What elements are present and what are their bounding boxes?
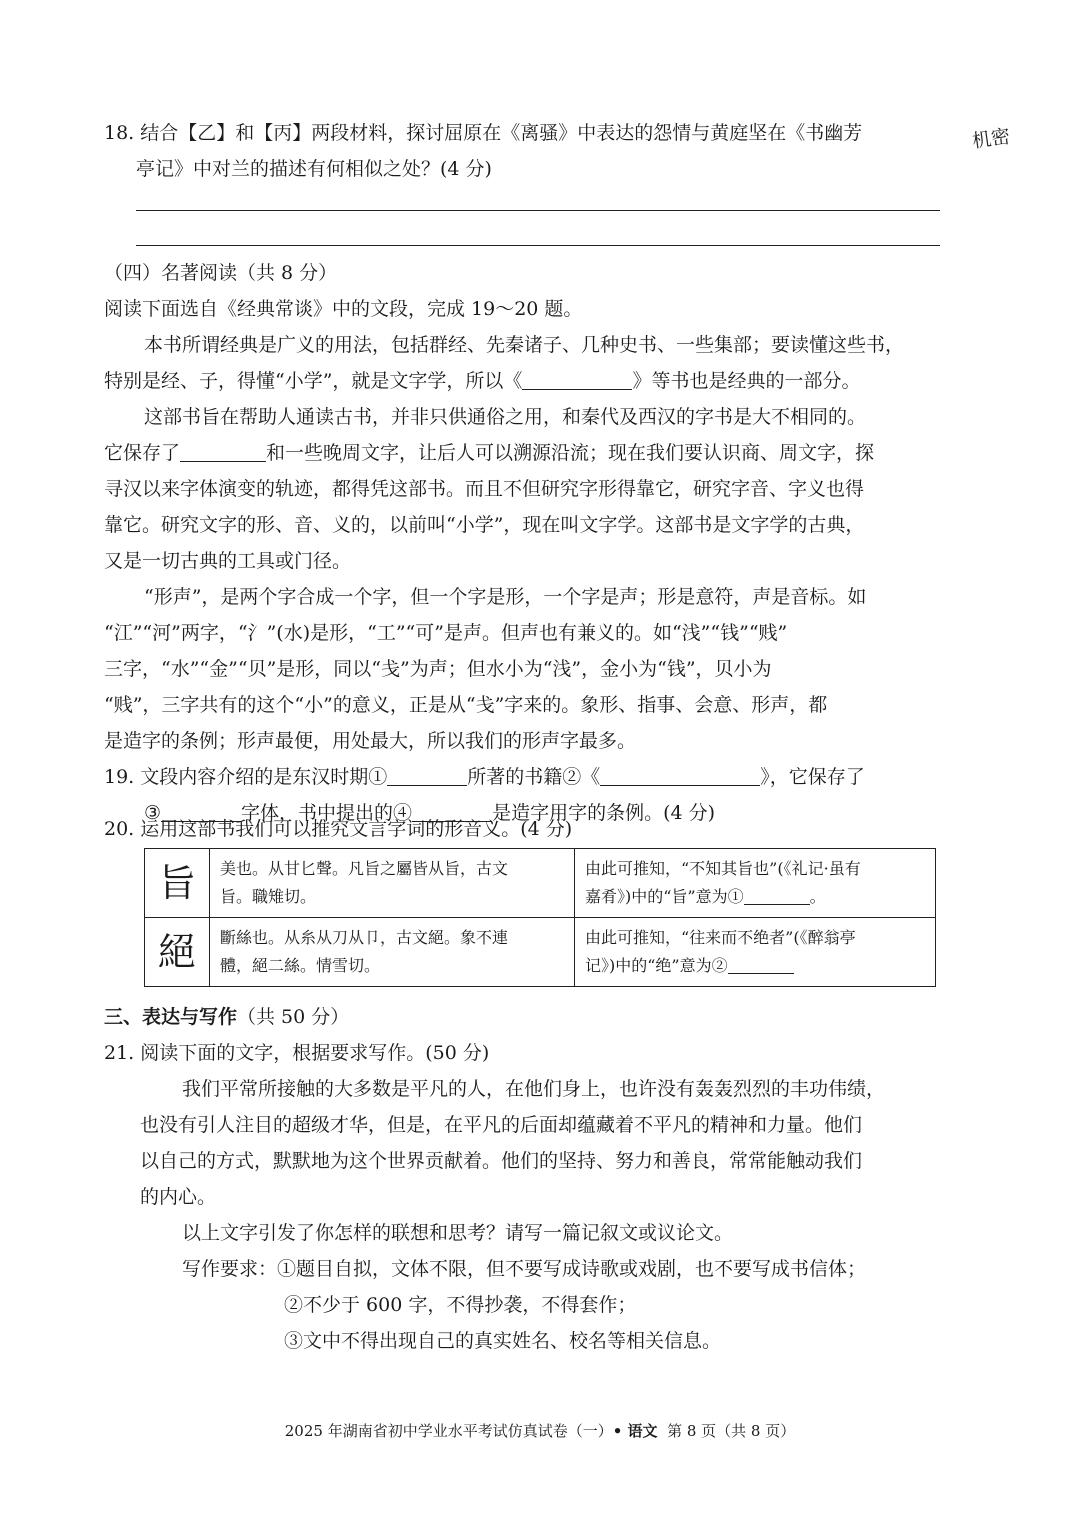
passage-p2-line4: 靠它。研究文字的形、音、义的，以前叫“小学”，现在叫文字学。这部书是文字学的古典， bbox=[104, 514, 865, 536]
inference-cell: 由此可推知，“不知其旨也”(《礼记·虽有 嘉肴》)中的“旨”意为① 。 bbox=[575, 849, 936, 918]
q21-prompt: 以上文字引发了你怎样的联想和思考？请写一篇记叙文或议论文。 bbox=[182, 1222, 734, 1244]
side-mark: 机密 bbox=[970, 125, 1012, 153]
q20-title: 20. 运用这部书我们可以推究文言字词的形音义。(4 分) bbox=[104, 818, 573, 840]
q19-blank-2[interactable] bbox=[600, 765, 760, 786]
passage-p3-line1: “形声”，是两个字合成一个字，但一个字是形，一个字是声；形是意符，声是音标。如 bbox=[144, 586, 867, 608]
definition-cell: 斷絲也。从糸从刀从卩，古文絕。象不連 體，絕二絲。情雪切。 bbox=[210, 918, 575, 987]
q21-requirement-3: ③文中不得出现自己的真实姓名、校名等相关信息。 bbox=[284, 1330, 722, 1352]
passage-p3-line2: “江”“河”两字，“氵”(水)是形，“工”“可”是声。但声也有兼义的。如“浅”“钱”“贱” bbox=[104, 622, 788, 644]
section4-intro: 阅读下面选自《经典常谈》中的文段，完成 19～20 题。 bbox=[104, 298, 583, 320]
page-footer: 2025 年湖南省初中学业水平考试仿真试卷（一）• 语文 第 8 页（共 8 页） bbox=[284, 1422, 796, 1440]
q20-blank-2[interactable] bbox=[728, 955, 794, 974]
q21-material-line4: 的内心。 bbox=[140, 1186, 217, 1208]
q20-table bbox=[144, 848, 936, 987]
q19-blank-1[interactable] bbox=[387, 765, 467, 786]
passage-blank-script[interactable] bbox=[180, 441, 266, 462]
passage-p2-line2: 它保存了 和一些晚周文字，让后人可以溯源沿流；现在我们要认识商、周文字，探 bbox=[104, 442, 875, 464]
table-row bbox=[145, 918, 936, 987]
q21-material-line3: 以自己的方式，默默地为这个世界贡献着。他们的坚持、努力和善良，常常能触动我们 bbox=[140, 1150, 863, 1172]
q21-title: 21. 阅读下面的文字，根据要求写作。(50 分) bbox=[104, 1042, 490, 1064]
passage-p3-line3: 三字，“水”“金”“贝”是形，同以“戋”为声；但水小为“浅”，金小为“钱”，贝小为 bbox=[104, 658, 772, 680]
q18-answer-line-1[interactable] bbox=[136, 210, 940, 211]
section4-title: （四）名著阅读（共 8 分） bbox=[104, 262, 338, 284]
q19-line2: ③ 字体，书中提出的④ 是造字用字的条例。(4 分) bbox=[144, 802, 716, 824]
passage-p2-line1: 这部书旨在帮助人通读古书，并非只供通俗之用，和秦代及西汉的字书是大不相同的。 bbox=[144, 406, 867, 428]
passage-p1-line2: 特别是经、子，得懂“小学”，就是文字学，所以《 》等书也是经典的一部分。 bbox=[104, 370, 861, 392]
passage-p3-line5: 是造字的条例；形声最便，用处最大，所以我们的形声字最多。 bbox=[104, 730, 637, 752]
q18-line1: 18. 结合【乙】和【丙】两段材料，探讨屈原在《离骚》中表达的怨情与黄庭坚在《书幽芳 bbox=[104, 122, 863, 144]
definition-cell: 美也。从甘匕聲。凡旨之屬皆从旨，古文 旨。職雉切。 bbox=[210, 849, 575, 918]
table-row bbox=[145, 849, 936, 918]
q18-line2: 亭记》中对兰的描述有何相似之处？(4 分) bbox=[136, 158, 492, 180]
q18-answer-line-2[interactable] bbox=[136, 245, 940, 246]
seal-glyph-zhi: 旨 bbox=[145, 849, 210, 918]
passage-p2-line5: 又是一切古典的工具或门径。 bbox=[104, 550, 352, 572]
q21-requirement-1: 写作要求：①题目自拟，文体不限，但不要写成诗歌或戏剧，也不要写成书信体； bbox=[182, 1258, 867, 1280]
inference-cell: 由此可推知，“往来而不绝者”(《醉翁亭 记》)中的“绝”意为② bbox=[575, 918, 936, 987]
q19-line1: 19. 文段内容介绍的是东汉时期① 所著的书籍②《 》，它保存了 bbox=[104, 766, 865, 788]
q21-material-line1: 我们平常所接触的大多数是平凡的人，在他们身上，也许没有轰轰烈烈的丰功伟绩， bbox=[182, 1078, 886, 1100]
q20-blank-1[interactable] bbox=[744, 886, 810, 905]
section3-title: 三、表达与写作（共 50 分） bbox=[104, 1006, 350, 1028]
passage-blank-book[interactable] bbox=[522, 369, 632, 390]
passage-p3-line4: “贱”，三字共有的这个“小”的意义，正是从“戋”字来的。象形、指事、会意、形声，都 bbox=[104, 694, 828, 716]
passage-p2-line3: 寻汉以来字体演变的轨迹，都得凭这部书。而且不但研究字形得靠它，研究字音、字义也得 bbox=[104, 478, 865, 500]
q21-requirement-2: ②不少于 600 字，不得抄袭，不得套作； bbox=[284, 1294, 637, 1316]
seal-glyph-jue: 絕 bbox=[145, 918, 210, 987]
passage-p1-line1: 本书所谓经典是广义的用法，包括群经、先秦诸子、几种史书、一些集部；要读懂这些书， bbox=[144, 334, 905, 356]
q21-material-line2: 也没有引人注目的超级才华，但是，在平凡的后面却蕴藏着不平凡的精神和力量。他们 bbox=[140, 1114, 863, 1136]
